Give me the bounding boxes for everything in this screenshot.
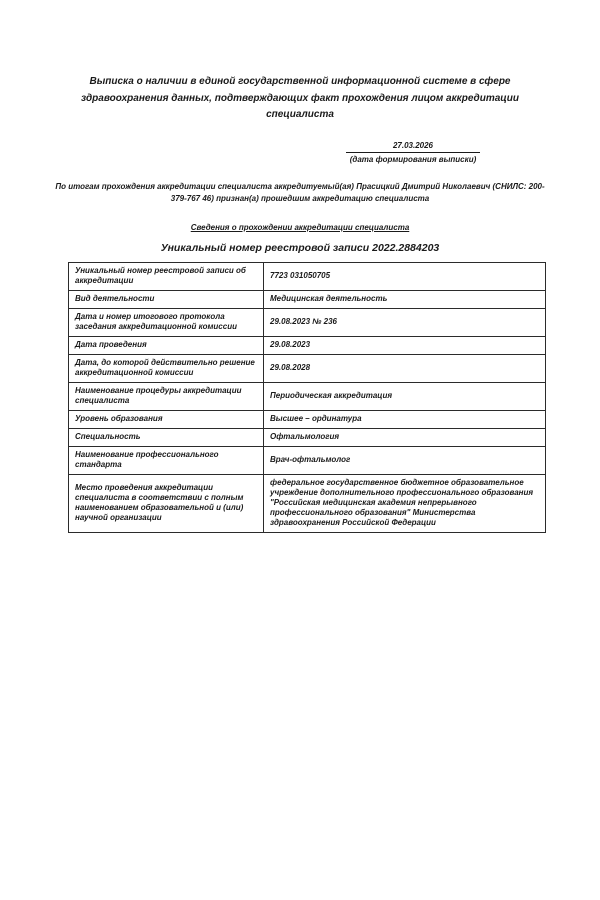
row-label: Уникальный номер реестровой записи об аккредитации [69,262,264,290]
row-label: Место проведения аккредитации специалиста в соответствии с полным наименованием образовательной и (или) научной организации [69,474,264,532]
accreditation-table [68,262,546,533]
row-label: Вид деятельности [69,290,264,308]
row-value: федеральное государственное бюджетное образовательное учреждение дополнительного профессионального образования "Российская медицинская академия непрерывного профессионального образования" Министерства здравоохранения Российской Федерации [264,474,546,532]
table-row-procedure-name [69,382,546,410]
row-value: Периодическая аккредитация [264,382,546,410]
table-row-specialty [69,428,546,446]
table-row-conduct-date [69,336,546,354]
registry-record-heading: Уникальный номер реестровой записи 2022.2884203 [160,241,440,254]
row-label: Наименование профессионального стандарта [69,446,264,474]
document-title: Выписка о наличии в единой государственной информационной системе в сфере здравоохранения данных, подтверждающих факт прохождения лицом аккредитации специалиста [81,76,519,120]
table-row-activity-type [69,290,546,308]
row-label: Дата проведения [69,336,264,354]
row-value: Высшее – ординатура [264,410,546,428]
row-label: Дата, до которой действительно решение аккредитационной комиссии [69,354,264,382]
table-row-registry-number [69,262,546,290]
table-row-education-level [69,410,546,428]
row-label: Уровень образования [69,410,264,428]
row-label: Дата и номер итогового протокола заседания аккредитационной комиссии [69,308,264,336]
table-row-accreditation-place [69,474,546,532]
formation-date-caption: (дата формирования выписки) [349,154,477,164]
formation-date-block [346,140,480,165]
table-row-protocol-date-number [69,308,546,336]
table-row-valid-until-date [69,354,546,382]
table-row-professional-standard [69,446,546,474]
row-label: Специальность [69,428,264,446]
row-value: 29.08.2023 № 236 [264,308,546,336]
row-value: Офтальмология [264,428,546,446]
row-value: Врач-офтальмолог [264,446,546,474]
row-value: 7723 031050705 [264,262,546,290]
row-value: Медицинская деятельность [264,290,546,308]
section-heading: Сведения о прохождении аккредитации специалиста [190,222,410,232]
formation-date-value: 27.03.2026 [346,140,480,153]
row-value: 29.08.2028 [264,354,546,382]
row-label: Наименование процедуры аккредитации специалиста [69,382,264,410]
row-value: 29.08.2023 [264,336,546,354]
intro-paragraph: По итогам прохождения аккредитации специалиста аккредитуемый(ая) Прасицкий Дмитрий Николаевич (СНИЛС: 200-379-767 46) признан(а) прошедшим аккредитацию специалиста [55,181,545,203]
